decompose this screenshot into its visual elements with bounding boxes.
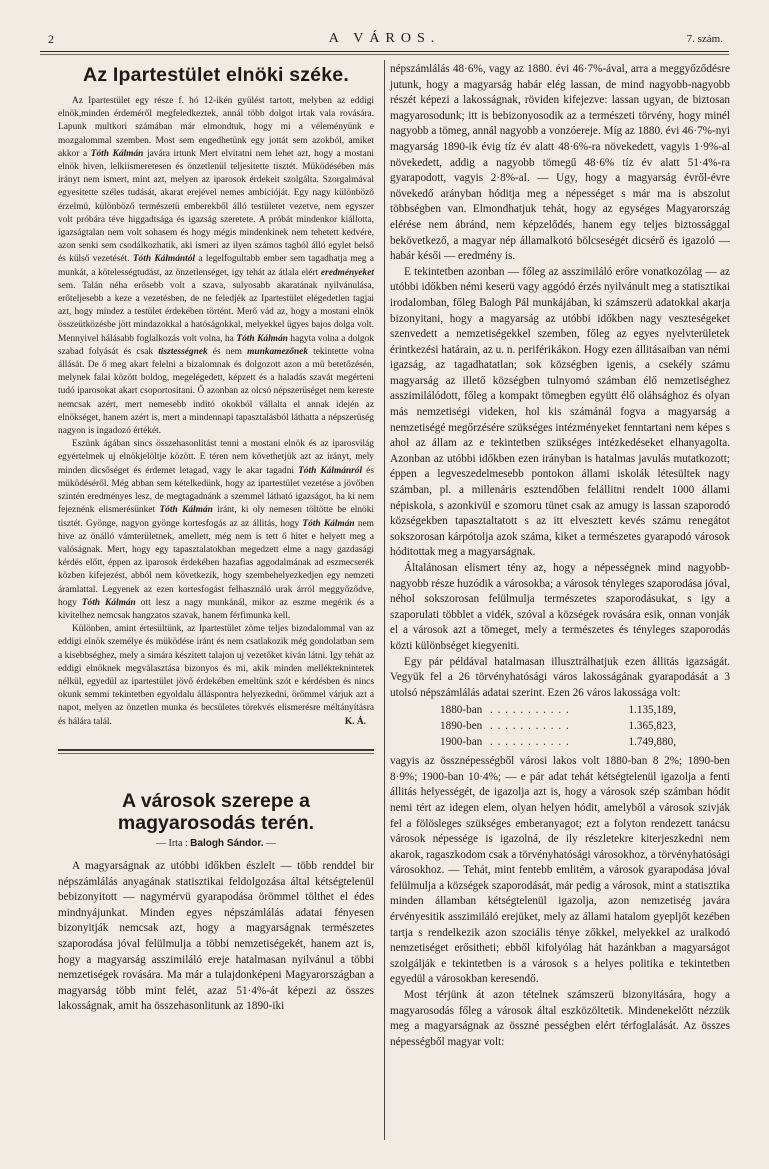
population-value: 1.749,880, — [628, 735, 676, 748]
person-name: Tóth Kálmán — [159, 505, 213, 516]
text-run: javára irtunk Mert elvitatni nem lehet azt, hogy a mostani elnök hiven, lelkiismeretesen és önzetlenül teljesitette tisztét. Müködésében más irányt nem ismert, mint azt, melyen az iparosok érdekeit szolgálta. Szorgalmával egyesitette széles tudását, akarat erejével nemes ambicióját. Egy nagy különböző érzelmü, különböző természetü emberekből álló testületet vezetve, nem egyszer volt próbára téve higgadtsága és igazság szeretete. A próbát mindenkor kiállotta, igazságtalan nem volt sohasem és hogy mégis mindenkinek nem tehetett kedvére, azon senki sem csodálkozhatik, aki ismeri az ilyen számos tagból álló egylet belső és külső vezetését. — [58, 148, 374, 265]
person-name: Tóth Kálmántól — [132, 254, 196, 265]
population-year: 1890-ben — [440, 719, 483, 732]
population-value: 1.365,823, — [628, 719, 676, 732]
page-header — [40, 30, 729, 50]
article1-paragraph — [58, 95, 374, 438]
text-run: Az Ipartestület egy része f. hó 12-ikén gyülést tartott, melyben az eddigi elnök,minden érdeméről megfeledkeztek, annál több dolgot irtak vala rovására. Lapunk multkori számában már elmondtuk, hogy mi a véleményünk e mozgalommal szemben. Most sem engedhetünk egy jottát sem azokból, amiket akkor a — [58, 96, 374, 159]
population-year: 1880-ban — [440, 704, 483, 717]
text-run: és müködéséről. Még abban sem kételkedünk, hogy az ipartestület vezetése a jövőben szintén eredményes lesz, de megtagadnánk a szemmel látható igazságot, ha ki nem fejeznénk elismerésünket — [58, 465, 374, 516]
article1-paragraph: Különben, amint értesültünk, az Ipartestület zöme teljes bizodalommal van az eddigi elnök személye és müködése iránt és nem csatlakozik még gondolatban sem a kisebbséghez, mely a simára készitett talajon uj vezetőket kiván látni. Igy tehát az eddigi elnöknek megválasztása bizonyos és mi, akik minden mellékteknintetek nélkül, egyedül az ipartestület jövő érdekében emeltünk szót e kérdésben és nincs okunk semmi tekintetben egyoldalu álláspontra helyezkedni, örömmel várjuk azt a napot, melyen az önzetlen munka és becsületes törekvés elismerésre méltányításra és hálára talál. — [58, 624, 374, 727]
emphasis: eredményeket — [320, 267, 374, 278]
emphasis: tisztességnek — [158, 346, 208, 357]
article2-paragraph: Egy pár példával hatalmasan illusztrálhatjuk ezen állitás igazságát. Vegyük fel a 26 törvényhatósági város lakosságának gyarapodását a 3 utolsó népszámlálás adatai szerint. Ezen 26 város lakossága volt: — [390, 655, 730, 699]
person-name: Tóth Kálmán — [81, 597, 136, 608]
article1-signature: K. Á. — [344, 716, 366, 727]
person-name: Tóth Kálmánról — [298, 465, 363, 476]
person-name: Tóth Kálmán — [302, 518, 355, 529]
masthead-title: A VÁROS. — [328, 31, 441, 46]
article1-body — [58, 95, 374, 729]
article1-title: Az Ipartestület elnöki széke. — [83, 64, 349, 86]
article2-paragraph: népszámlálás 48·6%, vagy az 1880. évi 46·7%-ával, arra a meggyőződésre jutunk, hogy a magyarság habár elég lassan, de mind nagyobb-nagyobb részét képezi a lakosságnak, röviden kifejezve: lassan ugyan, de biztosan magyarosodunk; itt is bebizonyosodik az a természeti törvény, hogy minél nagyobb a tömeg, annál nagyobb a vonzóereje. Míg az 1880. évi 46·7%-nyi magyarság 1890-ik évig tíz év alatt 48·6%-ra növekedett, vagyis 1·9%-al növekedett, addig a nagyobb tömegű 48·6% tíz év alatt 51·4%-ra gyarapodott, vagyis 2·8%-al. — Ugy, hogy a magyarság évről-évre növekedő arányban hóditja meg a népességet s már ma is abszolut többségben van. Elmondhatjuk tehát, hogy az egységes Magyarország elérése nem ábránd, nem képzelődés, hanem egy teljes biztossággal bekövetkező, a magyar nép államalkotó bölcseségét dicsérő és igazoló — habár késői — eredmény is. — [390, 63, 730, 263]
article-separator — [58, 749, 374, 751]
article2-title: A városok szerepe a magyarosodás terén. — [117, 789, 315, 834]
article1-paragraph — [58, 438, 374, 623]
population-table — [440, 703, 730, 750]
left-column — [58, 58, 374, 1015]
right-column — [390, 62, 730, 1050]
text-run: nem hive az önálló vámterületnek, amellett, még nem is tett ő hitet e helyett meg a valóságnak. Mert, hogy egy tapasztalatokban megedzett elme a nagy gazdasági kérdés előtt, éppen az iparosok érdekében hazafias aggodalmának ad eszmecserék közben kifejezést, abból nem következik, hogy szembehelyezkedjen egy nemzeti áramlattal. Legyenek az ezen kortesfogást felhasználó urak árról meggyőződve, hogy — [58, 518, 374, 608]
header-rule-thin — [40, 54, 729, 55]
byline-suffix: — — [266, 837, 276, 849]
population-row — [440, 735, 730, 751]
person-name: Tóth Kálmán — [90, 148, 144, 159]
population-row — [440, 719, 730, 735]
text-run: ott lesz a nagy munkánál, mikor az eszme megérik és a kivitelhez nemcsak hangzatos szavak, hanem férfimunka kell. — [58, 597, 375, 621]
issue-number: 7. szám. — [686, 33, 723, 45]
text-run: Eszünk ágában sincs összehasonlitást tenni a mostani elnök és az iparosvilág egyértelmek uj elnökjelöltje között. E téren nem követhetjük azt az irányt, mely minden dicsőséget és érdemet letagad, vagy le akar tagadni — [58, 439, 374, 476]
page-number: 2 — [48, 32, 54, 46]
article2-paragraph: vagyis az össznépességből városi lakos volt 1880-ban 8 2%; 1890-ben 8·9%; 1900-ban 10·4%; — e pár adat tehát kétségtelenül igazolja a fenti állitás helyességét, de igazolja azt is, hogy a városok szép számban hódit nemi tért az idegen elem, olyan helyen hódit, amelyből a városok szivják fel a fölösleges szükséges emberanyagot; ezt a folyton rendezett tanácsu városok népessége is igazolná, de ily részletekre kiterjeszkedni nem akarok, ragaszkodom csak a törvényhatósági városokhoz, a törvényhatósági városokhoz. — Tehát, mint fentebb emlitém, a városok gyarapodása jóval felülmulja a községek szaporodását, már pedig a városok, mint a statisztika minden államban kétségtelenül igazolja, azon nemzetiség javára érvényesitik asszimiláló erejüket, mely az állami hatalom gyepljőt kezében tartja s rendelkezik azon szociális ténye zőkkel, melyekkel az uralkodó nemzetiséget erősitheti; ebből kifolyólag hát hazánkban a magyarságot szolgálják e tekintetben is a városok s a helyes politika e tekintetben egyedül a városokban keresendő. — [390, 755, 730, 986]
article2-paragraph: A magyarságnak az utóbbi időkben észlelt — több renddel bir népszámlálás anyagának statisztikai feldolgozása által kétségtelenül bebizonyitott — nagymérvü gyarapodása örömmel tölthet el édes mindnyájunkat. Minden egyes népszámlálás adatai fényesen bizonyitják nemcsak azt, hogy a magyarságnak természetes szaporodása jóval felülmulja a többi nemzetiségekét, hanem azt is, hogy a magyarság asszimiláló ereje hatalmasan nyilvánul a többi nemzetiségek rovására. Ma már a tulajdonképeni Magyarországban a magyarság több mint felét, azaz 51·4%-át képezi az összes lakosságnak, amit ha összehasonlitunk az 1890-iki — [58, 859, 374, 1013]
article2-continuation — [390, 62, 730, 1050]
leader-dots: . . . . . . . . . . . — [490, 735, 570, 748]
column-divider — [384, 60, 385, 1140]
leader-dots: . . . . . . . . . . . — [490, 704, 570, 717]
text-run: iránt, ki oly nemesen töltötte be elnöki tisztét. Gyönge, nagyon gyönge kortesfogás az az állitás, hogy — [58, 505, 374, 529]
population-row — [440, 703, 730, 719]
text-run: a legelfogultabb ember sem tagadhatja meg a munkát, a kötelességtudást, az önzetlenséget, igy tehát az átlala elért — [58, 254, 374, 278]
population-year: 1900-ban — [440, 735, 483, 748]
article2-paragraph: Általánosan elismert tény az, hogy a népességnek mind nagyobb-nagyobb része huzódik a városokba; a városok tényleges szaporodása jóval, néhol sokszorosan felülmulja természetes szaporodásukat, s igy a szaporulati többlet a vidék, szóval a községek rovására esik, onnan vonják el a városok azt a tömeget, mely a természetes és tényleges szaporodás közti különbséget kiegyeniti. — [390, 562, 730, 652]
article2-paragraph: Most térjünk át azon tételnek számszerü bizonyitására, hogy a magyarosodás főleg a városok által eszközöltetik. Mindenekelőtt nézzük meg a magyarságnak az összné pességben elért térfoglalását. Az összes népességből magyar volt: — [390, 989, 730, 1048]
header-rule — [40, 51, 729, 52]
text-run: és nem — [207, 346, 248, 357]
person-name: Tóth Kálmán — [236, 333, 288, 344]
population-value: 1.135,189, — [628, 704, 676, 717]
leader-dots: . . . . . . . . . . . — [490, 719, 570, 732]
emphasis: munkamezőnek — [247, 346, 309, 357]
article2-body — [58, 859, 374, 1015]
text-run: tekintette volna állását. De ő meg akart felelni a bizalomnak és dolgozott azon a mü betetőzésén, melynek falai között boldog, megelégedett, képzett és a haladás szavát megérteni tudó iparosokat akart csoportositani. Ő azonban az olcsó népszerüséget nem kereste nemcsak azért, mert nemesebb inditó okokból vállalta el annak idején az elnökséget, hanem azért is, mert a mindennapi tapasztalásból láthatta a népszerüség nagyon is ingadozó értékét. — [58, 346, 374, 437]
text-run: sem. Talán néha erősebb volt a szava, sulyosabb akaratának nyilvánulása, erőteljesebb a keze a vezetésben, de ne feledjék az Ipartestület elégedetlen tagjai azt, hogy mindez a testület érdekében történt. Merő vád az, hogy a mostani elnök összeütközésbe jött mindazokkal a hatóságokkal, melyekkel ügyes bajos dolga volt. Mennyivel hálásabb foglalkozás volt volna, ha — [58, 280, 374, 344]
byline-prefix: — Irta : — [156, 837, 188, 849]
article2-paragraph: E tekintetben azonban — főleg az asszimiláló erőre vonatkozólag — az utóbbi időkben némi keserü vagy aggódó érzés nyilvánult meg a statisztikai irodalomban, főleg Balogh Pál munkájában, ki számszerü adatokkal akarja bizonyitani, hogy a magyarság az utóbbi időkben nagy veszteségeket szenvedett a nemzetiségekkel szemben, főleg az egyes nyelvterületek érintkezési határain, az u. n. periférikákon. Hogy ezen állitásaiban van némi igazság, az tagadhatatlan; sok községben igenis, a csekély számu magyarság az illető községben tulnyomó számban élő nemzetiséghez asszimilálódott, főleg a kompakt tömegben együtt élő oláhsághoz és olyan más nemzetiségi videken, hol kis számánál fogva a magyarság a nemzetiségé megőrzésére szükséges intézményeket fenntartani nem képes s ahol az állam az e tekintetben szükséges intézkedéseket elhanyagolta. Azonban az utóbbi időkben ezen irányban is hatalmas javulás mutatkozott; éppen a legveszedelmesebb pontokon állami iskolák létesültek nagy számban, pl. a millenáris esztendőben felállitni rendelt 1000 állami népiskola, s azonkivül e szomoru tünet csak az amugy is lassan szaporodó községekben tapasztaltatott s az itt elvesztett kevés számu renegátot sokszorosan kárpótolja azok száma, kiket a természetes gyarapodó városok hóditottak meg a magyarságnak. — [390, 265, 730, 559]
author-name: Balogh Sándor. — [190, 837, 264, 849]
article2-byline — [58, 838, 374, 849]
text-run: hagyta volna a dolgok szabad folyását és csak — [58, 333, 374, 357]
article-separator-thin — [58, 753, 374, 754]
